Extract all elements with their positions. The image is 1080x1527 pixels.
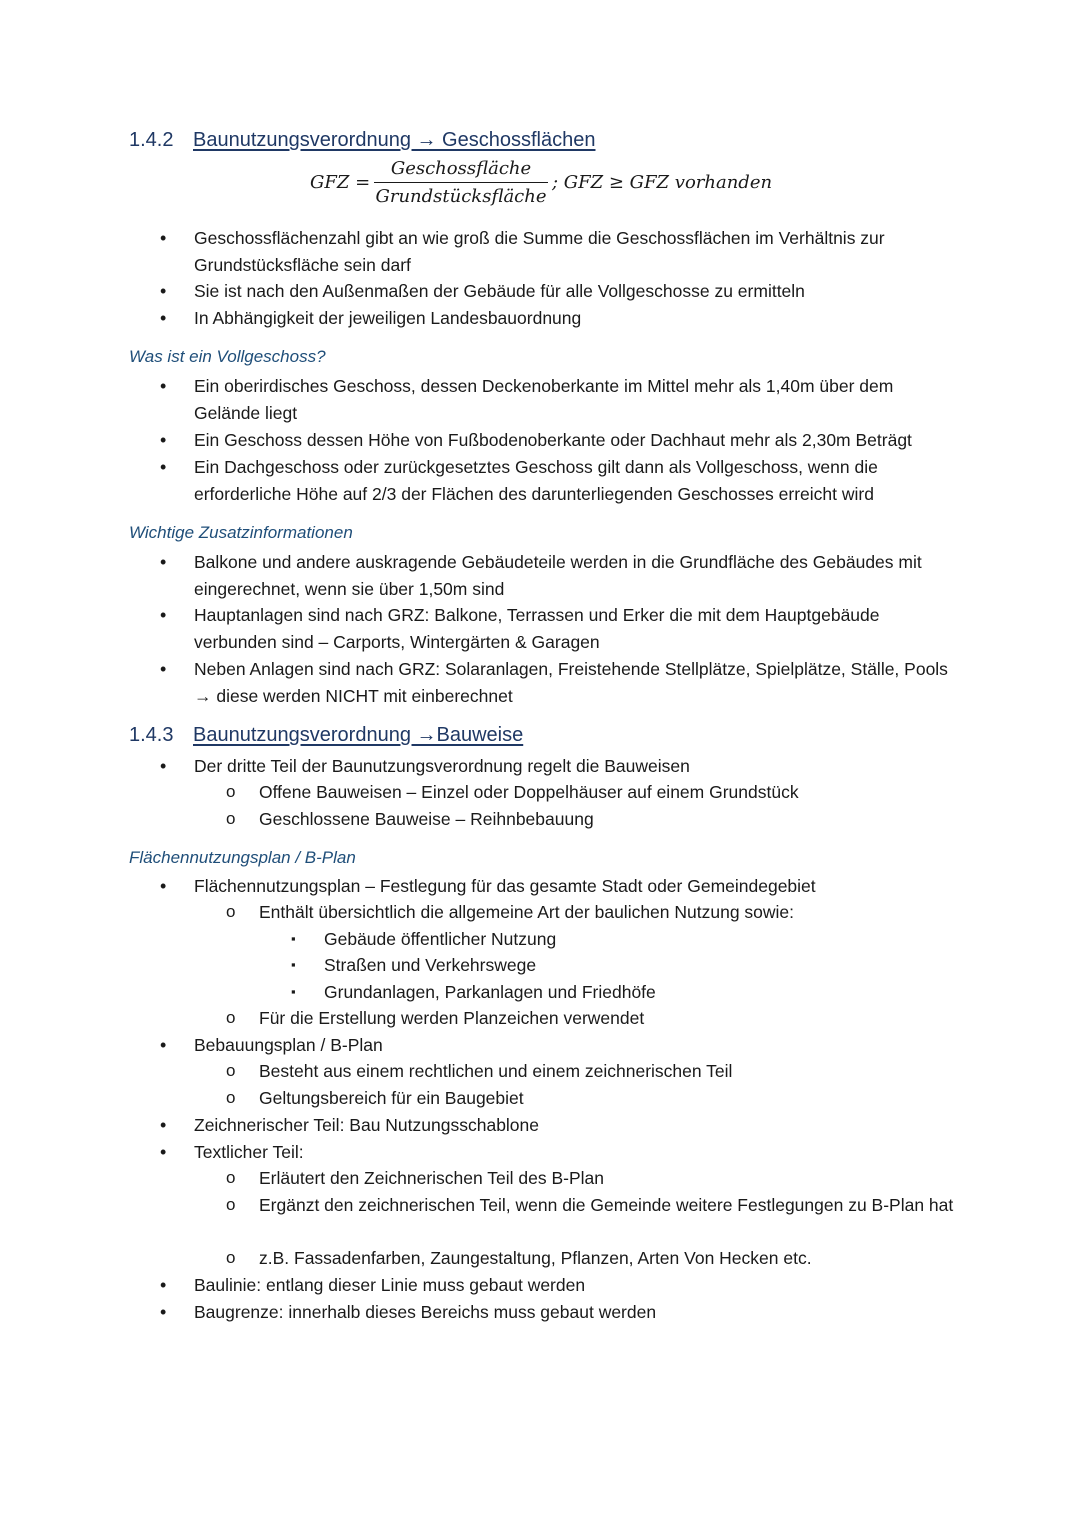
list-item-text: Geltungsbereich für ein Baugebiet — [259, 1088, 524, 1108]
formula-fraction — [372, 156, 550, 209]
list-item — [226, 1192, 964, 1219]
list-item-text: Balkone und andere auskragende Gebäudeteile werden in die Grundfläche des Gebäudes mit eingerechnet, wenn sie über 1,50m sind — [194, 552, 922, 599]
list-item-text: Erläutert den Zeichnerischen Teil des B-Plan — [259, 1168, 605, 1188]
list-item — [160, 753, 964, 780]
list-item — [226, 899, 964, 926]
list-item — [160, 602, 964, 655]
list-item-text: Textlicher Teil: — [194, 1142, 304, 1162]
list-item-text: In Abhängigkeit der jeweiligen Landesbauordnung — [194, 308, 582, 328]
list-item — [160, 278, 964, 305]
list-item — [160, 305, 964, 332]
list-item — [160, 873, 964, 900]
bullet-square: ▪ — [291, 984, 296, 999]
list-item — [160, 1272, 964, 1299]
bullet-dot: • — [160, 430, 167, 450]
list-item — [160, 1299, 964, 1326]
list-item — [291, 926, 964, 953]
list-item — [160, 1112, 964, 1139]
list-item-text: Geschlossene Bauweise – Reihnbebauung — [259, 809, 594, 829]
section-heading-1-4-3 — [129, 724, 523, 747]
bullet-circle: o — [226, 1195, 236, 1214]
bullet-dot: • — [160, 1035, 167, 1055]
list-item-text: Für die Erstellung werden Planzeichen verwendet — [259, 1008, 645, 1028]
list-item — [160, 373, 964, 426]
bullet-circle: o — [226, 902, 236, 921]
bullet-circle: o — [226, 1248, 236, 1267]
bullet-circle: o — [226, 782, 236, 801]
list-item — [226, 1165, 964, 1192]
bullet-square: ▪ — [291, 957, 296, 972]
list-item-text: Ein Geschoss dessen Höhe von Fußbodenoberkante oder Dachhaut mehr als 2,30m Beträgt — [194, 430, 912, 450]
section-heading-1-4-2 — [129, 129, 595, 152]
section-title: Baunutzungsverordnung → Geschossflächen — [193, 129, 596, 151]
list-item — [291, 979, 964, 1006]
list-item — [160, 454, 964, 507]
list-item-text: Straßen und Verkehrswege — [324, 955, 537, 975]
list-item — [226, 1058, 964, 1085]
list-item-text: Neben Anlagen sind nach GRZ: Solaranlagen, Freistehende Stellplätze, Spielplätze, Ställe, Pools → diese werden NICHT mit einberechnet — [194, 659, 948, 706]
list-item — [160, 656, 964, 709]
bullet-dot: • — [160, 659, 167, 679]
list-item-text: Ergänzt den zeichnerischen Teil, wenn die Gemeinde weitere Festlegungen zu B-Plan hat — [259, 1195, 954, 1215]
bullet-dot: • — [160, 1142, 167, 1162]
list-item-text: Ein oberirdisches Geschoss, dessen Deckenoberkante im Mittel mehr als 1,40m über dem Gelände liegt — [194, 376, 894, 423]
bullet-dot: • — [160, 308, 167, 328]
list-item — [226, 1245, 964, 1272]
bullet-circle: o — [226, 1088, 236, 1107]
bullet-dot: • — [160, 457, 167, 477]
list-item-text: Bebauungsplan / B-Plan — [194, 1035, 383, 1055]
list-item-text: Sie ist nach den Außenmaßen der Gebäude für alle Vollgeschosse zu ermitteln — [194, 281, 805, 301]
list-item-text: Geschossflächenzahl gibt an wie groß die Summe die Geschossflächen im Verhältnis zur Grundstücksfläche sein darf — [194, 228, 885, 275]
subheading-vollgeschoss: Was ist ein Vollgeschoss? — [129, 347, 326, 366]
bullet-circle: o — [226, 809, 236, 828]
list-item — [160, 549, 964, 602]
list-item-text: Baulinie: entlang dieser Linie muss gebaut werden — [194, 1275, 586, 1295]
list-item-text: Baugrenze: innerhalb dieses Bereichs muss gebaut werden — [194, 1302, 657, 1322]
list-item-text: Offene Bauweisen – Einzel oder Doppelhäuser auf einem Grundstück — [259, 782, 799, 802]
list-item-text: Zeichnerischer Teil: Bau Nutzungsschablone — [194, 1115, 540, 1135]
list-item-text: Gebäude öffentlicher Nutzung — [324, 929, 557, 949]
bullet-dot: • — [160, 228, 167, 248]
list-item — [160, 225, 964, 278]
bullet-dot: • — [160, 1275, 167, 1295]
bullet-dot: • — [160, 1302, 167, 1322]
section-number: 1.4.2 — [129, 129, 174, 151]
bullet-dot: • — [160, 376, 167, 396]
subheading-zusatz: Wichtige Zusatzinformationen — [129, 523, 353, 542]
list-item — [226, 806, 964, 833]
list-item — [226, 1005, 964, 1032]
formula-lhs: GFZ = — [310, 172, 371, 193]
bullet-square: ▪ — [291, 931, 296, 946]
list-item-text: Grundanlagen, Parkanlagen und Friedhöfe — [324, 982, 656, 1002]
section-title: Baunutzungsverordnung →Bauweise — [193, 724, 524, 746]
bullet-circle: o — [226, 1168, 236, 1187]
section-number: 1.4.3 — [129, 724, 174, 746]
formula-numerator: Geschossfläche — [390, 158, 532, 179]
list-item-text: Enthält übersichtlich die allgemeine Art der baulichen Nutzung sowie: — [259, 902, 795, 922]
bullet-circle: o — [226, 1061, 236, 1080]
list-item — [226, 1085, 964, 1112]
list-item-text: z.B. Fassadenfarben, Zaungestaltung, Pflanzen, Arten Von Hecken etc. — [259, 1248, 812, 1268]
list-item-text: Hauptanlagen sind nach GRZ: Balkone, Terrassen und Erker die mit dem Hauptgebäude verbunden sind – Carports, Wintergärten & Garagen — [194, 605, 880, 652]
list-item — [291, 952, 964, 979]
list-item-text: Flächennutzungsplan – Festlegung für das gesamte Stadt oder Gemeindegebiet — [194, 876, 816, 896]
list-item — [160, 427, 964, 454]
bullet-circle: o — [226, 1008, 236, 1027]
bullet-dot: • — [160, 605, 167, 625]
bullet-dot: • — [160, 552, 167, 572]
list-item-text: Ein Dachgeschoss oder zurückgesetztes Geschoss gilt dann als Vollgeschoss, wenn die erforderliche Höhe auf 2/3 der Flächen des darunterliegenden Geschosses erreicht wird — [194, 457, 878, 504]
list-item — [226, 779, 964, 806]
bullet-dot: • — [160, 756, 167, 776]
list-item — [160, 1139, 964, 1166]
formula-denominator: Grundstücksfläche — [375, 186, 547, 207]
formula-rhs: ; GFZ ≥ GFZ vorhanden — [552, 172, 773, 193]
subheading-fnp: Flächennutzungsplan / B-Plan — [129, 848, 356, 867]
list-item-text: Besteht aus einem rechtlichen und einem zeichnerischen Teil — [259, 1061, 733, 1081]
bullet-dot: • — [160, 876, 167, 896]
list-item-text: Der dritte Teil der Baunutzungsverordnung regelt die Bauweisen — [194, 756, 690, 776]
bullet-dot: • — [160, 1115, 167, 1135]
bullet-dot: • — [160, 281, 167, 301]
list-item — [160, 1032, 964, 1059]
